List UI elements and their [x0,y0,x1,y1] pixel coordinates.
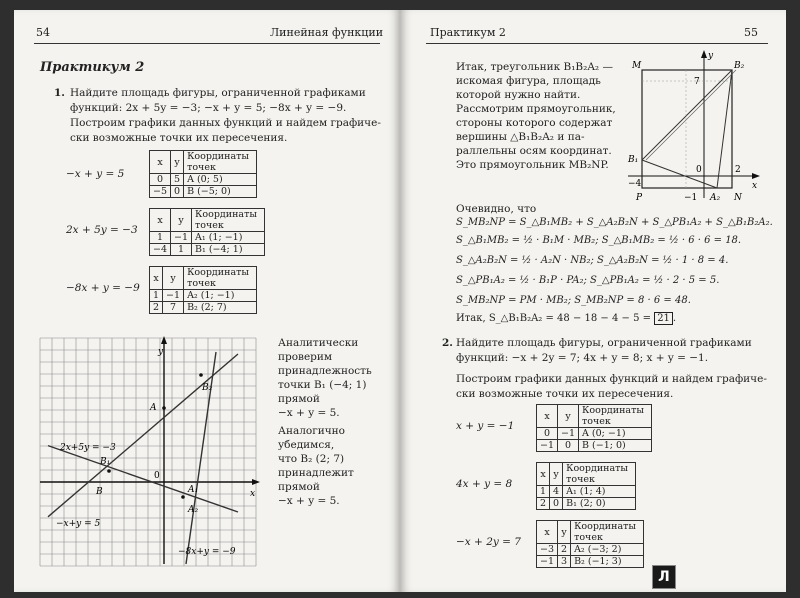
table-equation: x + y = −1 [456,420,515,432]
formula-line: S_MB₂NP = S_△B₁MB₂ + S_△A₂B₂N + S_△PB₁A₂ + S_△B₁B₂A₂. [456,217,773,228]
task-text-line: ски возможные точки их пересечения. [70,132,288,144]
section-title: Практикум 2 [40,60,145,75]
point-B2 [199,373,203,377]
table-cell: 2 [150,302,163,314]
table-header-cell: y [171,209,192,232]
task-text-line: Построим графики данных функций и найдем графиче- [456,373,767,385]
point-B1-label: B₁ [100,457,111,467]
line-label: −x+y = 5 [56,519,101,529]
label-B2: B₂ [734,61,745,71]
header-rule [34,43,380,44]
side-note-line: Аналогично [278,425,345,437]
intro-line: Это прямоугольник MB₂NP. [456,159,609,171]
triangle-side [717,70,732,188]
label-x: x [752,181,758,191]
side-note-line: −x + y = 5. [278,495,340,507]
table-header-cell: x [150,209,171,232]
side-note-line: Аналитически [278,337,359,349]
point-B2-label: B₂ [202,383,213,393]
table-cell: A (0; −1) [579,428,652,440]
table-header-cell: x [537,521,558,544]
task-text-line: функций: 2x + 5y = −3; −x + y = 5; −8x + y = −9. [70,102,347,114]
label-minus-four: −4 [628,179,642,189]
intro-line: раллельны осям координат. [456,145,612,157]
table-cell: B₁ (−4; 1) [192,244,265,256]
table-equation: −8x + y = −9 [66,282,140,294]
table-cell: −1 [537,556,558,568]
point-A-label: A [150,403,157,413]
table-equation: 4x + y = 8 [456,478,513,490]
point-B-label: B [96,487,103,497]
label-minus-one: −1 [684,193,698,203]
table-header-cell: x [537,463,550,486]
formula-line: S_△PB₁A₂ = ½ · B₁P · PA₂; S_△PB₁A₂ = ½ · 2 · 5 = 5. [456,275,720,286]
point-A2-label: A₂ [188,505,199,515]
label-N: N [734,193,742,203]
table-header-cell: y [163,267,184,290]
table-cell: 0 [550,498,563,510]
rectangle-diagram [624,48,762,204]
triangle-side [642,70,732,160]
table-header-cell: y [171,151,184,174]
table-cell: 1 [171,244,192,256]
intro-line: стороны которого содержат [456,117,613,129]
task-number: 2. [442,337,453,349]
side-note-line: прямой [278,393,320,405]
label-M: M [632,61,642,71]
table-cell: −1 [171,232,192,244]
table-cell: B (−5; 0) [184,186,257,198]
table-equation: 2x + 5y = −3 [66,224,138,236]
table-cell: −1 [163,290,184,302]
table-cell: B₁ (2; 0) [563,498,636,510]
table-cell: 1 [537,486,550,498]
table-cell: 5 [171,174,184,186]
table-cell: 0 [558,440,579,452]
table-header-cell: Координаты точек [579,405,652,428]
page-number: 54 [36,26,50,39]
table-cell: 1 [150,290,163,302]
table-cell: A₁ (1; 4) [563,486,636,498]
table-header-cell: y [558,521,571,544]
table-cell: −4 [150,244,171,256]
y-axis-label: y [158,347,164,357]
table-cell: −1 [558,428,579,440]
table-equation: −x + y = 5 [66,168,125,180]
task-text-line: Найдите площадь фигуры, ограниченной графиками [70,87,366,99]
x-axis-label: x [250,489,256,499]
formula-line: S_MB₂NP = PM · MB₂; S_MB₂NP = 8 · 6 = 48. [456,295,691,306]
coordinates-table [536,520,644,568]
label-A2: A₂ [710,193,721,203]
table-cell: 0 [171,186,184,198]
table-cell: 7 [163,302,184,314]
coordinates-table [149,150,257,198]
label-two: 2 [735,165,741,175]
table-cell: 2 [558,544,571,556]
result-value: 21 [654,312,673,325]
table-cell: −3 [537,544,558,556]
result-line: Итак, S_△B₁B₂A₂ = 48 − 18 − 4 − 5 = 21 . [456,313,677,324]
page-number: 55 [744,26,758,39]
table-cell: 1 [150,232,171,244]
running-title: Практикум 2 [430,26,506,39]
origin-label: 0 [154,471,160,481]
line-label: 2x+5y = −3 [60,443,116,453]
table-cell: −1 [537,440,558,452]
intro-line: искомая фигура, площадь [456,75,601,87]
label-y: y [708,51,714,61]
triangle-side [642,160,717,188]
formula-line: S_△A₂B₂N = ½ · A₂N · NB₂; S_△A₂B₂N = ½ · 1 · 8 = 4. [456,255,729,266]
table-header-cell: x [537,405,558,428]
task-text-line: Найдите площадь фигуры, ограниченной графиками [456,337,752,349]
table-cell: 3 [558,556,571,568]
task-text-line: Построим графики данных функций и найдем графиче- [70,117,381,129]
table-cell: 4 [550,486,563,498]
side-note-line: что B₂ (2; 7) [278,453,345,465]
intro-line: Рассмотрим прямоугольник, [456,103,616,115]
table-cell: B₂ (−1; 3) [571,556,644,568]
table-header-cell: Координаты точек [192,209,265,232]
graph-line-minus-x-plus-y-5 [48,354,238,517]
task-number: 1. [54,87,65,99]
label-P: P [636,193,643,203]
intro-line: Итак, треугольник B₁B₂A₂ — [456,61,613,73]
coordinates-table [536,462,636,510]
table-cell: A (0; 5) [184,174,257,186]
point-A1 [181,495,185,499]
table-header-cell: x [150,267,163,290]
side-note-line: точки B₁ (−4; 1) [278,379,367,391]
table-cell: B (−1; 0) [579,440,652,452]
table-cell: −5 [150,186,171,198]
table-cell: A₂ (−3; 2) [571,544,644,556]
table-header-cell: y [558,405,579,428]
table-header-cell: y [550,463,563,486]
coordinates-table [536,404,652,452]
graph-line-2x-plus-5y [48,446,238,512]
label-zero: 0 [696,165,702,175]
label-B1: B₁ [628,155,639,165]
table-cell: A₂ (1; −1) [184,290,257,302]
table-header-cell: Координаты точек [184,267,257,290]
table-cell: 2 [537,498,550,510]
side-note-line: −x + y = 5. [278,407,340,419]
header-rule [426,43,768,44]
side-note-line: принадлежит [278,467,354,479]
table-cell: B₂ (2; 7) [184,302,257,314]
intro-line: которой нужно найти. [456,89,581,101]
coordinates-table [149,208,265,256]
side-note-line: прямой [278,481,320,493]
y-axis-arrow [161,336,167,344]
clearly-text: Очевидно, что [456,203,537,215]
line-label: −8x+y = −9 [178,547,236,557]
point-A [162,406,166,410]
y-axis-arrow [701,50,707,58]
table-equation: −x + 2y = 7 [456,536,521,548]
side-note-line: проверим [278,351,333,363]
table-header-cell: Координаты точек [563,463,636,486]
task-text-line: функций: −x + 2y = 7; 4x + y = 8; x + y = −1. [456,352,709,364]
task-text-line: ски возможные точки их пересечения. [456,388,674,400]
running-title: Линейная функции [270,26,384,39]
point-B1 [107,469,111,473]
left-page [14,10,400,592]
watermark-logo-icon: Л [652,565,676,589]
table-header-cell: Координаты точек [571,521,644,544]
result-text: Итак, S_△B₁B₂A₂ = 48 − 18 − 4 − 5 = [456,313,651,324]
table-header-cell: x [150,151,171,174]
function-graph [38,332,262,570]
point-A1-label: A₁ [188,485,199,495]
table-cell: A₁ (1; −1) [192,232,265,244]
table-cell: 0 [537,428,558,440]
coordinates-table [149,266,257,314]
side-note-line: принадлежность [278,365,372,377]
right-page [400,10,786,592]
intro-line: вершины △B₁B₂A₂ и па- [456,131,585,143]
table-header-cell: Координаты точек [184,151,257,174]
formula-line: S_△B₁MB₂ = ½ · B₁M · MB₂; S_△B₁MB₂ = ½ · 6 · 6 = 18. [456,235,742,246]
x-axis-arrow [752,173,760,179]
side-note-line: убедимся, [278,439,335,451]
label-seven: 7 [694,77,700,87]
table-cell: 0 [150,174,171,186]
